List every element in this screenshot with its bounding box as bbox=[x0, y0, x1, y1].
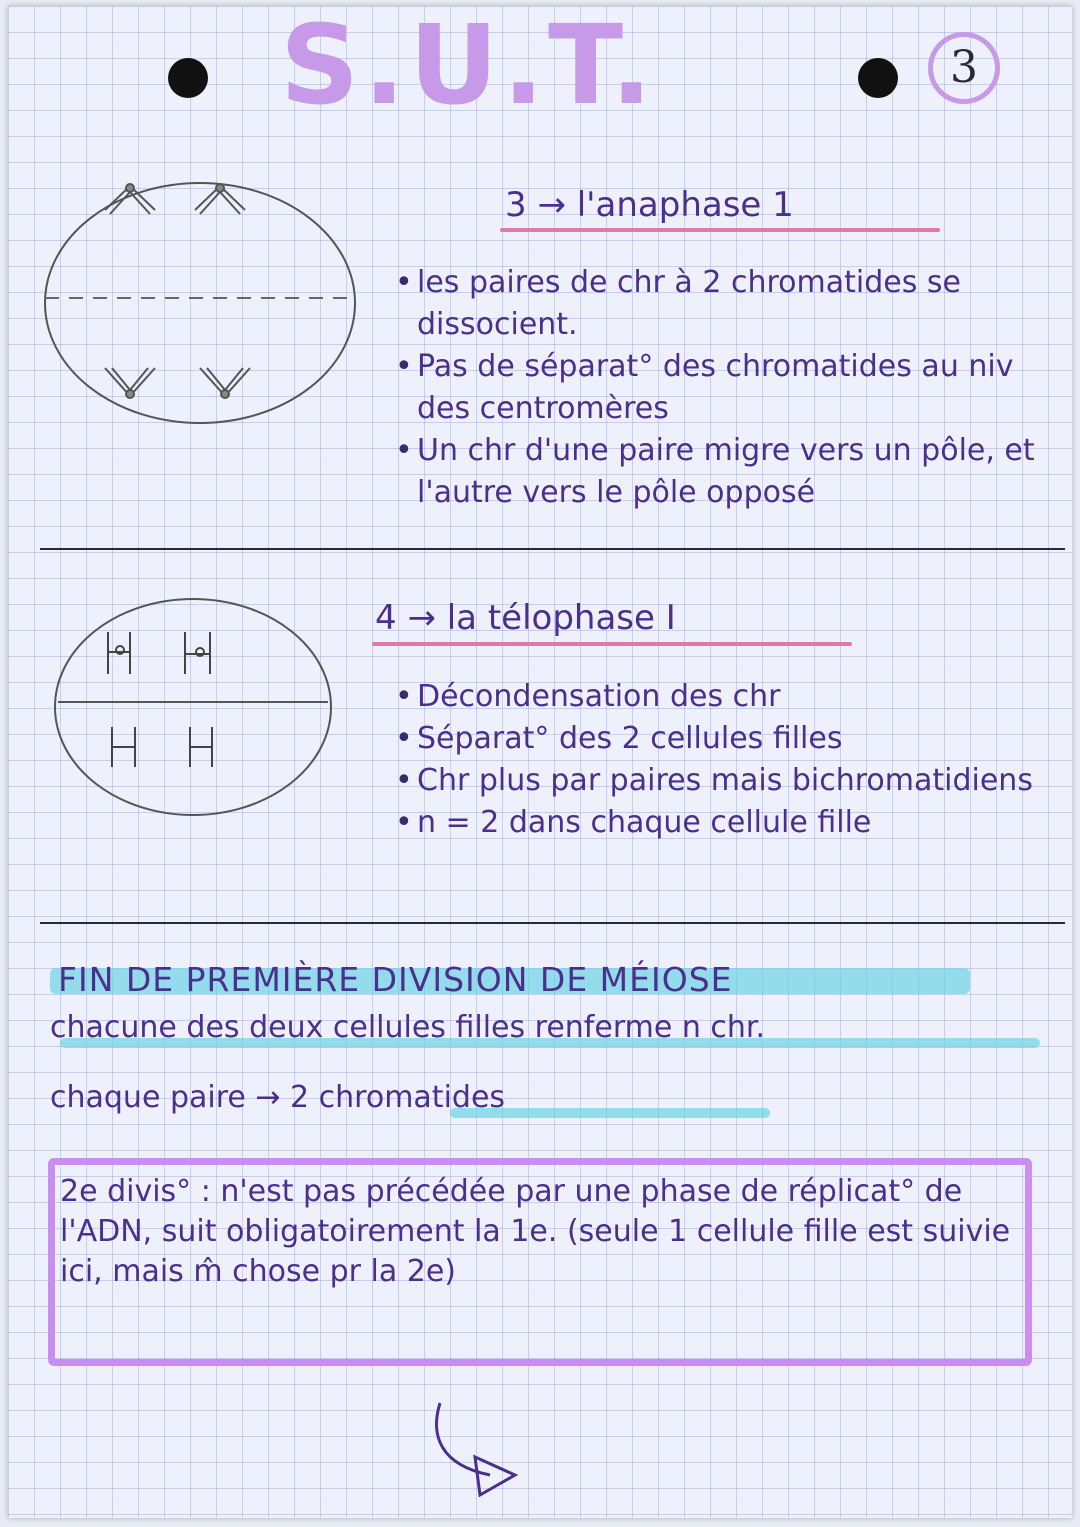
anaphase-diagram bbox=[30, 168, 370, 438]
fin-line-2: chaque paire → 2 chromatides bbox=[50, 1080, 506, 1115]
section-divider bbox=[40, 922, 1065, 924]
telophase-heading-underline bbox=[372, 642, 852, 646]
anaphase-heading-underline bbox=[500, 228, 940, 232]
arrow-down-right-icon bbox=[420, 1395, 540, 1505]
page-title: S.U.T. bbox=[280, 1, 657, 129]
anaphase-heading: 3 → l'anaphase 1 bbox=[505, 185, 794, 225]
list-item: • Pas de séparat° des chromatides au niv des centromères bbox=[395, 346, 1055, 430]
punch-hole-left bbox=[168, 58, 208, 98]
list-item: • les paires de chr à 2 chromatides se dissocient. bbox=[395, 262, 1055, 346]
section-divider bbox=[40, 548, 1065, 550]
list-item: • n = 2 dans chaque cellule fille bbox=[395, 802, 1055, 844]
telophase-bullet-list bbox=[395, 676, 1055, 844]
anaphase-bullet-list bbox=[395, 262, 1055, 514]
page-number-badge: 3 bbox=[928, 32, 1000, 104]
note-text: 2e divis° : n'est pas précédée par une phase de réplicat° de l'ADN, suit obligatoirement la 1e. (seule 1 cellule fille est suivie ici, mais m̂ chose pr la 2e) bbox=[60, 1174, 1011, 1289]
list-item: • Décondensation des chr bbox=[395, 676, 1055, 718]
telophase-heading: 4 → la télophase I bbox=[375, 598, 676, 638]
section-title: FIN DE PREMIÈRE DIVISION DE MÉIOSE bbox=[58, 960, 733, 999]
list-item: • Chr plus par paires mais bichromatidiens bbox=[395, 760, 1055, 802]
punch-hole-right bbox=[858, 58, 898, 98]
list-item: • Séparat° des 2 cellules filles bbox=[395, 718, 1055, 760]
list-item: • Un chr d'une paire migre vers un pôle, et l'autre vers le pôle opposé bbox=[395, 430, 1055, 514]
fin-line-1: chacune des deux cellules filles renferme n chr. bbox=[50, 1010, 766, 1045]
telophase-diagram bbox=[50, 592, 340, 822]
